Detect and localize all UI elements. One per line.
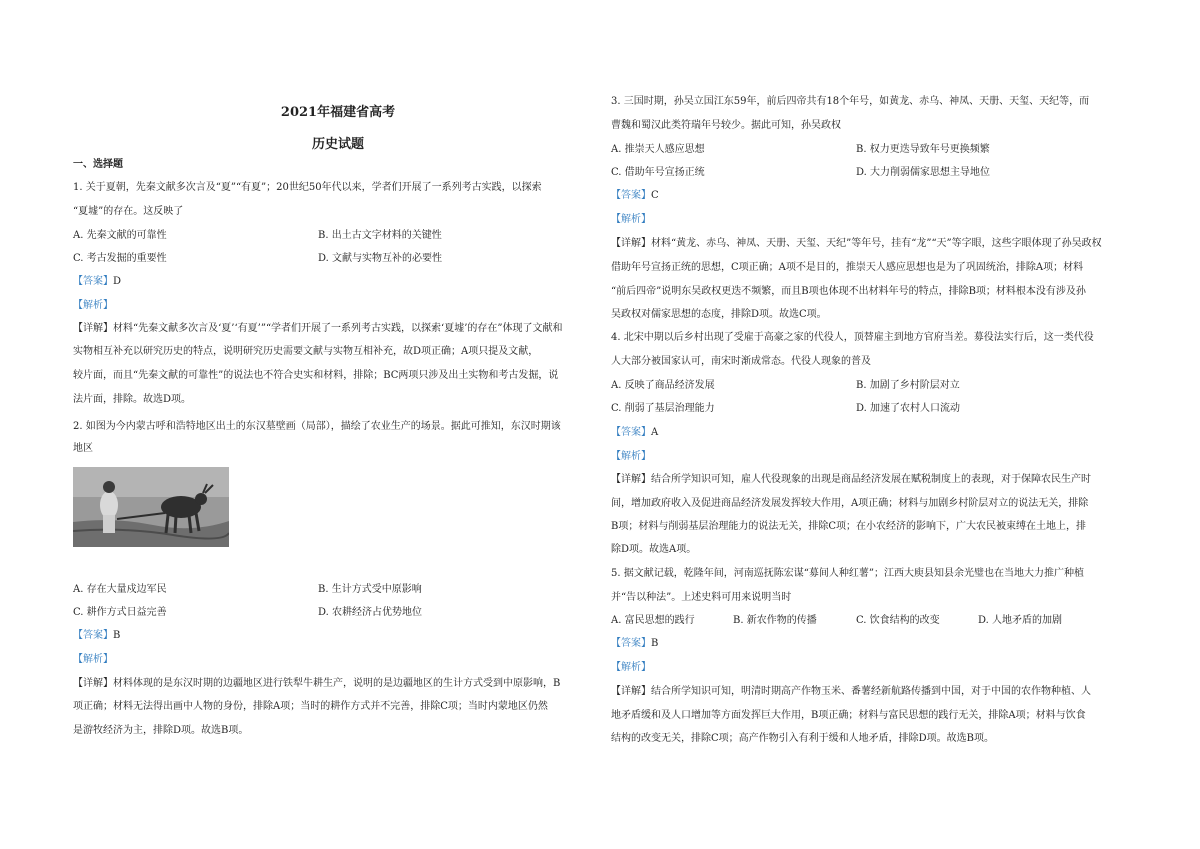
q1-detail-text-1: 材料“先秦文献多次言及‘夏’‘有夏’”“学者们开展了一系列考古实践，以探索‘夏墟’的存在”体现了文献和 — [113, 323, 563, 334]
detail-label: 【详解】 — [611, 686, 651, 697]
q2-option-b: B. 生计方式受中原影响 — [318, 584, 422, 595]
q1-answer — [73, 275, 121, 289]
q1-option-c: C. 考古发掘的重要性 — [73, 253, 167, 264]
detail-label: 【详解】 — [73, 678, 113, 689]
q2-answer-value: B — [113, 630, 121, 641]
q3-detail-line-1 — [611, 237, 1102, 251]
q4-option-a: A. 反映了商品经济发展 — [611, 380, 715, 391]
q1-analysis-label: 【解析】 — [73, 300, 113, 311]
q4-answer — [611, 426, 658, 440]
q3-detail-line-2: 借助年号宣扬正统的思想，C项正确；A项不是目的，推崇天人感应思想也是为了巩固统治，排除A项；材料 — [611, 262, 1084, 273]
q5-option-c: C. 饮食结构的改变 — [856, 615, 940, 626]
q2-stem-line-1: 2. 如图为今内蒙古呼和浩特地区出土的东汉墓壁画（局部），描绘了农业生产的场景。据此可推知，东汉时期该 — [73, 421, 561, 432]
q5-detail-line-1 — [611, 685, 1091, 699]
q4-detail-text-1: 结合所学知识可知，雇人代役现象的出现是商品经济发展在赋税制度上的表现，对于保障农民生产时 — [651, 474, 1091, 485]
q5-stem-line-1: 5. 据文献记载，乾隆年间，河南巡抚陈宏谋“募间人种红薯”；江西大庾县知县余光璧也在当地大力推广种植 — [611, 568, 1084, 579]
tomb-mural-image — [73, 467, 229, 547]
q4-option-c: C. 削弱了基层治理能力 — [611, 403, 715, 414]
q2-analysis-label: 【解析】 — [73, 654, 113, 665]
section-heading: 一、选择题 — [73, 159, 123, 170]
document-title: 2021年福建省高考 — [280, 105, 396, 120]
q3-answer-value: C — [651, 190, 659, 201]
detail-label: 【详解】 — [73, 323, 113, 334]
q1-option-b: B. 出土古文字材料的关键性 — [318, 230, 442, 241]
q4-detail-line-1 — [611, 473, 1091, 487]
detail-label: 【详解】 — [611, 238, 651, 249]
q3-stem-line-1: 3. 三国时期，孙吴立国江东59年，前后四帝共有18个年号，如黄龙、赤乌、神凤、天册、天玺、天纪等，而 — [611, 96, 1090, 107]
q5-answer — [611, 637, 658, 651]
q3-option-b: B. 权力更迭导致年号更换频繁 — [856, 144, 990, 155]
q4-detail-line-3: B项；材料与削弱基层治理能力的说法无关，排除C项；在小农经济的影响下，广大农民被束缚在土地上，排 — [611, 521, 1086, 532]
q3-answer — [611, 189, 659, 203]
q1-option-d: D. 文献与实物互补的必要性 — [318, 253, 443, 264]
q2-stem-line-2: 地区 — [73, 443, 93, 454]
q4-option-d: D. 加速了农村人口流动 — [856, 403, 961, 414]
q2-answer — [73, 629, 120, 643]
answer-label: 【答案】 — [73, 630, 113, 641]
q4-stem-line-1: 4. 北宋中期以后乡村出现了受雇于高豪之家的代役人，顶替雇主到地方官府当差。募役法实行后，这一类代役 — [611, 332, 1094, 343]
q4-option-b: B. 加剧了乡村阶层对立 — [856, 380, 960, 391]
detail-label: 【详解】 — [611, 474, 651, 485]
document-subtitle: 历史试题 — [311, 137, 364, 152]
q1-option-a: A. 先秦文献的可靠性 — [73, 230, 167, 241]
q5-option-b: B. 新农作物的传播 — [733, 615, 817, 626]
q2-option-a: A. 存在大量戍边军民 — [73, 584, 167, 595]
q2-option-d: D. 农耕经济占优势地位 — [318, 607, 423, 618]
q2-option-c: C. 耕作方式日益完善 — [73, 607, 167, 618]
q2-detail-text-1: 材料体现的是东汉时期的边疆地区进行铁犁牛耕生产，说明的是边疆地区的生计方式受到中原影响，B — [113, 678, 561, 689]
answer-label: 【答案】 — [611, 638, 651, 649]
q4-answer-value: A — [651, 427, 659, 438]
q3-stem-line-2: 曹魏和蜀汉此类符瑞年号较少。据此可知，孙吴政权 — [611, 120, 841, 131]
q3-detail-line-3: “前后四帝”说明东吴政权更迭不频繁，而且B项也体现不出材料年号的特点，排除B项；材料根本没有涉及孙 — [611, 286, 1086, 297]
q1-answer-value: D — [113, 276, 122, 287]
q3-analysis-label: 【解析】 — [611, 214, 651, 225]
q5-stem-line-2: 并“告以种法”。上述史料可用来说明当时 — [611, 592, 792, 603]
q3-option-c: C. 借助年号宣扬正统 — [611, 167, 705, 178]
q2-detail-line-1 — [73, 677, 560, 691]
q4-stem-line-2: 人大部分被国家认可，南宋时渐成常态。代役人现象的普及 — [611, 356, 871, 367]
q1-stem-line-2: “夏墟”的存在。这反映了 — [73, 206, 184, 217]
q3-detail-line-4: 吴政权对儒家思想的态度，排除D项。故选C项。 — [611, 309, 827, 320]
q5-analysis-label: 【解析】 — [611, 662, 651, 673]
q4-detail-line-4: 除D项。故选A项。 — [611, 544, 697, 555]
q1-detail-line-3: 较片面，而且“先秦文献的可靠性”的说法也不符合史实和材料，排除；BC两项只涉及出土实物和考古发掘，说 — [73, 370, 559, 381]
q2-detail-line-3: 是游牧经济为主，排除D项。故选B项。 — [73, 725, 249, 736]
q1-stem-line-1: 1. 关于夏朝，先秦文献多次言及“夏”“有夏”；20世纪50年代以来，学者们开展了一系列考古实践，以探索 — [73, 182, 542, 193]
q1-detail-line-4: 法片面，排除。故选D项。 — [73, 394, 192, 405]
q4-detail-line-2: 间，增加政府收入及促进商品经济发展发挥较大作用，A项正确；材料与加剧乡村阶层对立的说法无关，排除 — [611, 498, 1089, 509]
answer-label: 【答案】 — [611, 190, 651, 201]
q5-detail-line-3: 结构的改变无关，排除C项；高产作物引入有利于缓和人地矛盾，排除D项。故选B项。 — [611, 733, 995, 744]
answer-label: 【答案】 — [73, 276, 113, 287]
q5-answer-value: B — [651, 638, 659, 649]
q2-detail-line-2: 项正确；材料无法得出画中人物的身份，排除A项；当时的耕作方式并不完善，排除C项；当时内蒙地区仍然 — [73, 701, 548, 712]
q3-option-d: D. 大力削弱儒家思想主导地位 — [856, 167, 991, 178]
q5-detail-line-2: 地矛盾缓和及人口增加等方面发挥巨大作用，B项正确；材料与富民思想的践行无关，排除A项；材料与饮食 — [611, 710, 1086, 721]
q4-analysis-label: 【解析】 — [611, 451, 651, 462]
q5-detail-text-1: 结合所学知识可知，明清时期高产作物玉米、番薯经新航路传播到中国，对于中国的农作物种植、人 — [651, 686, 1091, 697]
answer-label: 【答案】 — [611, 427, 651, 438]
q3-detail-text-1: 材料“黄龙、赤乌、神凤、天册、天玺、天纪”等年号，挂有“龙”“天”等字眼，这些字眼体现了孙吴政权 — [651, 238, 1102, 249]
q5-option-d: D. 人地矛盾的加剧 — [978, 615, 1063, 626]
q1-detail-line-2: 实物相互补充以研究历史的特点，说明研究历史需要文献与实物互相补充，故D项正确；A项只提及文献， — [73, 346, 539, 357]
q1-detail-line-1 — [73, 322, 563, 336]
q5-option-a: A. 富民思想的践行 — [611, 615, 695, 626]
ox-plough-mural-icon — [73, 467, 229, 547]
q3-option-a: A. 推崇天人感应思想 — [611, 144, 705, 155]
